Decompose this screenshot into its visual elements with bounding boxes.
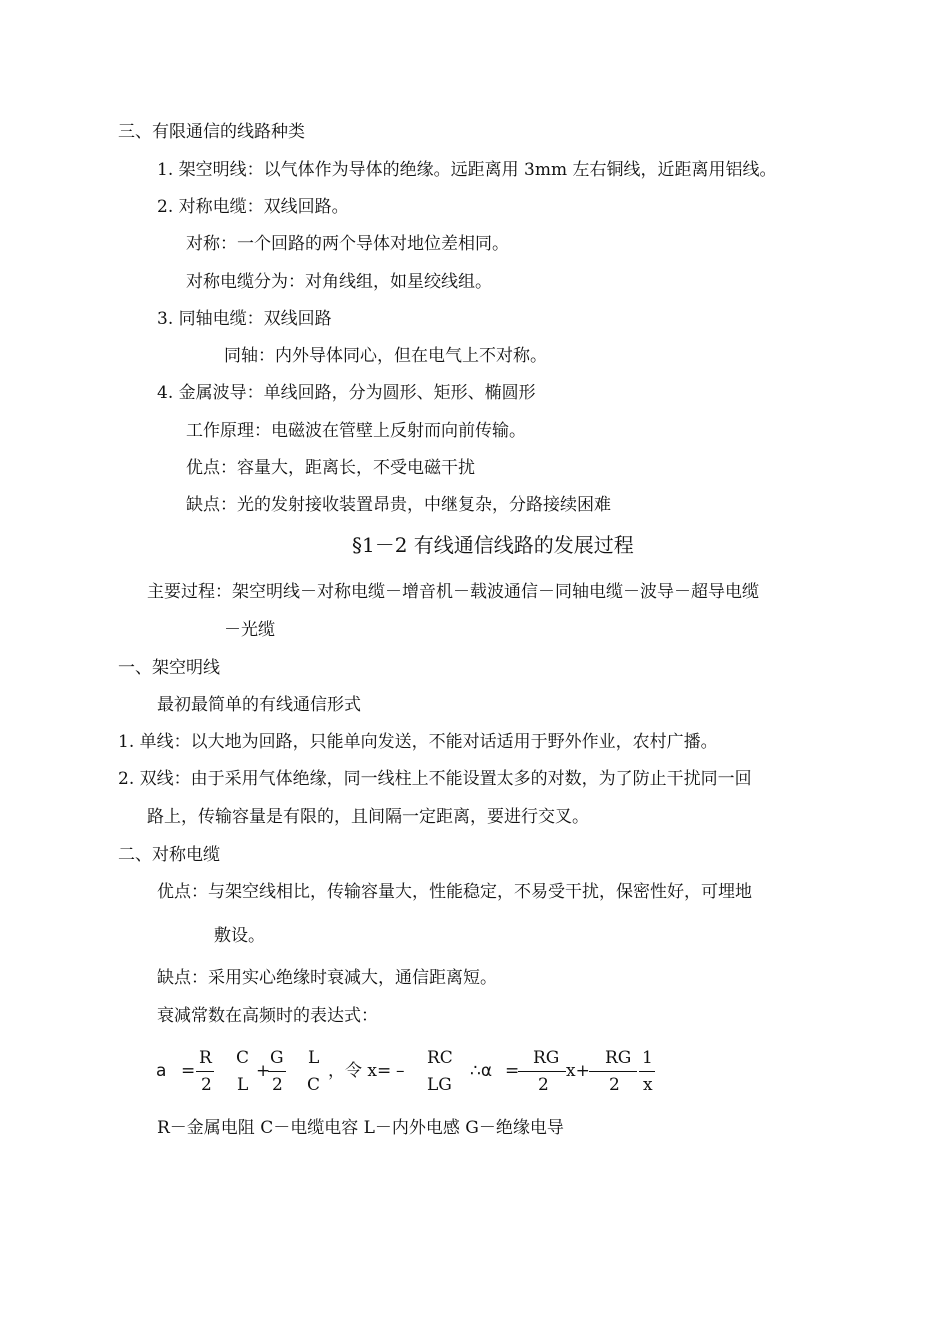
paragraph: 主要过程：架空明线－对称电缆－增音机－载波通信－同轴电缆－波导－超导电缆 <box>147 582 759 602</box>
formula-l: L <box>308 1048 320 1068</box>
paragraph: 工作原理：电磁波在管壁上反射而向前传输。 <box>186 421 526 441</box>
formula-equals: = <box>181 1061 196 1081</box>
paragraph: 同轴：内外导体同心，但在电气上不对称。 <box>224 346 547 366</box>
section-heading: 三、有限通信的线路种类 <box>118 122 305 142</box>
list-item: 4. 金属波导：单线回路，分为圆形、矩形、椭圆形 <box>157 383 536 403</box>
paragraph: 路上，传输容量是有限的，且间隔一定距离，要进行交叉。 <box>147 807 589 827</box>
paragraph: 优点：与架空线相比，传输容量大，性能稳定，不易受干扰，保密性好，可埋地 <box>157 882 752 902</box>
formula-alpha: a <box>156 1061 167 1081</box>
paragraph: 缺点：采用实心绝缘时衰减大，通信距离短。 <box>157 968 497 988</box>
formula-r: R <box>199 1048 212 1068</box>
list-item: 2. 对称电缆：双线回路。 <box>157 197 349 217</box>
fraction-bar <box>589 1071 637 1072</box>
paragraph: 对称：一个回路的两个导体对地位差相同。 <box>186 234 509 254</box>
formula-2: 2 <box>272 1075 283 1095</box>
section-heading: 二、对称电缆 <box>118 845 220 865</box>
fraction-bar <box>268 1071 286 1072</box>
formula-equals: = <box>505 1061 520 1081</box>
paragraph: 敷设。 <box>214 926 265 946</box>
paragraph: 对称电缆分为：对角线组，如星绞线组。 <box>186 272 492 292</box>
paragraph: 优点：容量大，距离长，不受电磁干扰 <box>186 458 475 478</box>
formula-rg: RG <box>605 1048 632 1068</box>
section-heading: 一、架空明线 <box>118 658 220 678</box>
formula-let: ，令 x= <box>328 1061 392 1081</box>
fraction-bar <box>518 1071 566 1072</box>
list-item: 1. 架空明线：以气体作为导体的绝缘。远距离用 3mm 左右铜线，近距离用铝线。 <box>157 160 777 180</box>
formula-rc: RC <box>427 1048 453 1068</box>
list-item: 2. 双线：由于采用气体绝缘，同一线柱上不能设置太多的对数，为了防止干扰同一回 <box>118 769 752 789</box>
formula-legend: R－金属电阻 C－电缆电容 L－内外电感 G－绝缘电导 <box>157 1118 564 1138</box>
fraction-bar <box>196 1071 214 1072</box>
formula-l: L <box>237 1075 249 1095</box>
list-item: 3. 同轴电缆：双线回路 <box>157 309 332 329</box>
formula-x: x <box>643 1075 653 1095</box>
paragraph: 缺点：光的发射接收装置昂贵，中继复杂，分路接续困难 <box>186 495 611 515</box>
formula-lg: LG <box>427 1075 452 1095</box>
formula-2: 2 <box>201 1075 212 1095</box>
section-title: §1－2 有线通信线路的发展过程 <box>352 533 634 557</box>
formula-2: 2 <box>609 1075 620 1095</box>
paragraph: 衰减常数在高频时的表达式： <box>157 1006 378 1026</box>
formula-g: G <box>270 1048 284 1068</box>
formula-x-plus: x+ <box>566 1061 590 1081</box>
formula-plus: + <box>256 1061 271 1081</box>
fraction-bar <box>639 1071 655 1072</box>
formula-c: C <box>236 1048 250 1068</box>
formula-minus: – <box>396 1061 405 1081</box>
formula-1: 1 <box>642 1048 653 1068</box>
formula-rg: RG <box>533 1048 560 1068</box>
formula-c: C <box>307 1075 321 1095</box>
list-item: 1. 单线：以大地为回路，只能单向发送，不能对话适用于野外作业，农村广播。 <box>118 732 718 752</box>
formula-therefore-alpha: ∴α <box>470 1061 493 1081</box>
paragraph: －光缆 <box>224 620 275 640</box>
formula-2: 2 <box>538 1075 549 1095</box>
paragraph: 最初最简单的有线通信形式 <box>157 695 361 715</box>
